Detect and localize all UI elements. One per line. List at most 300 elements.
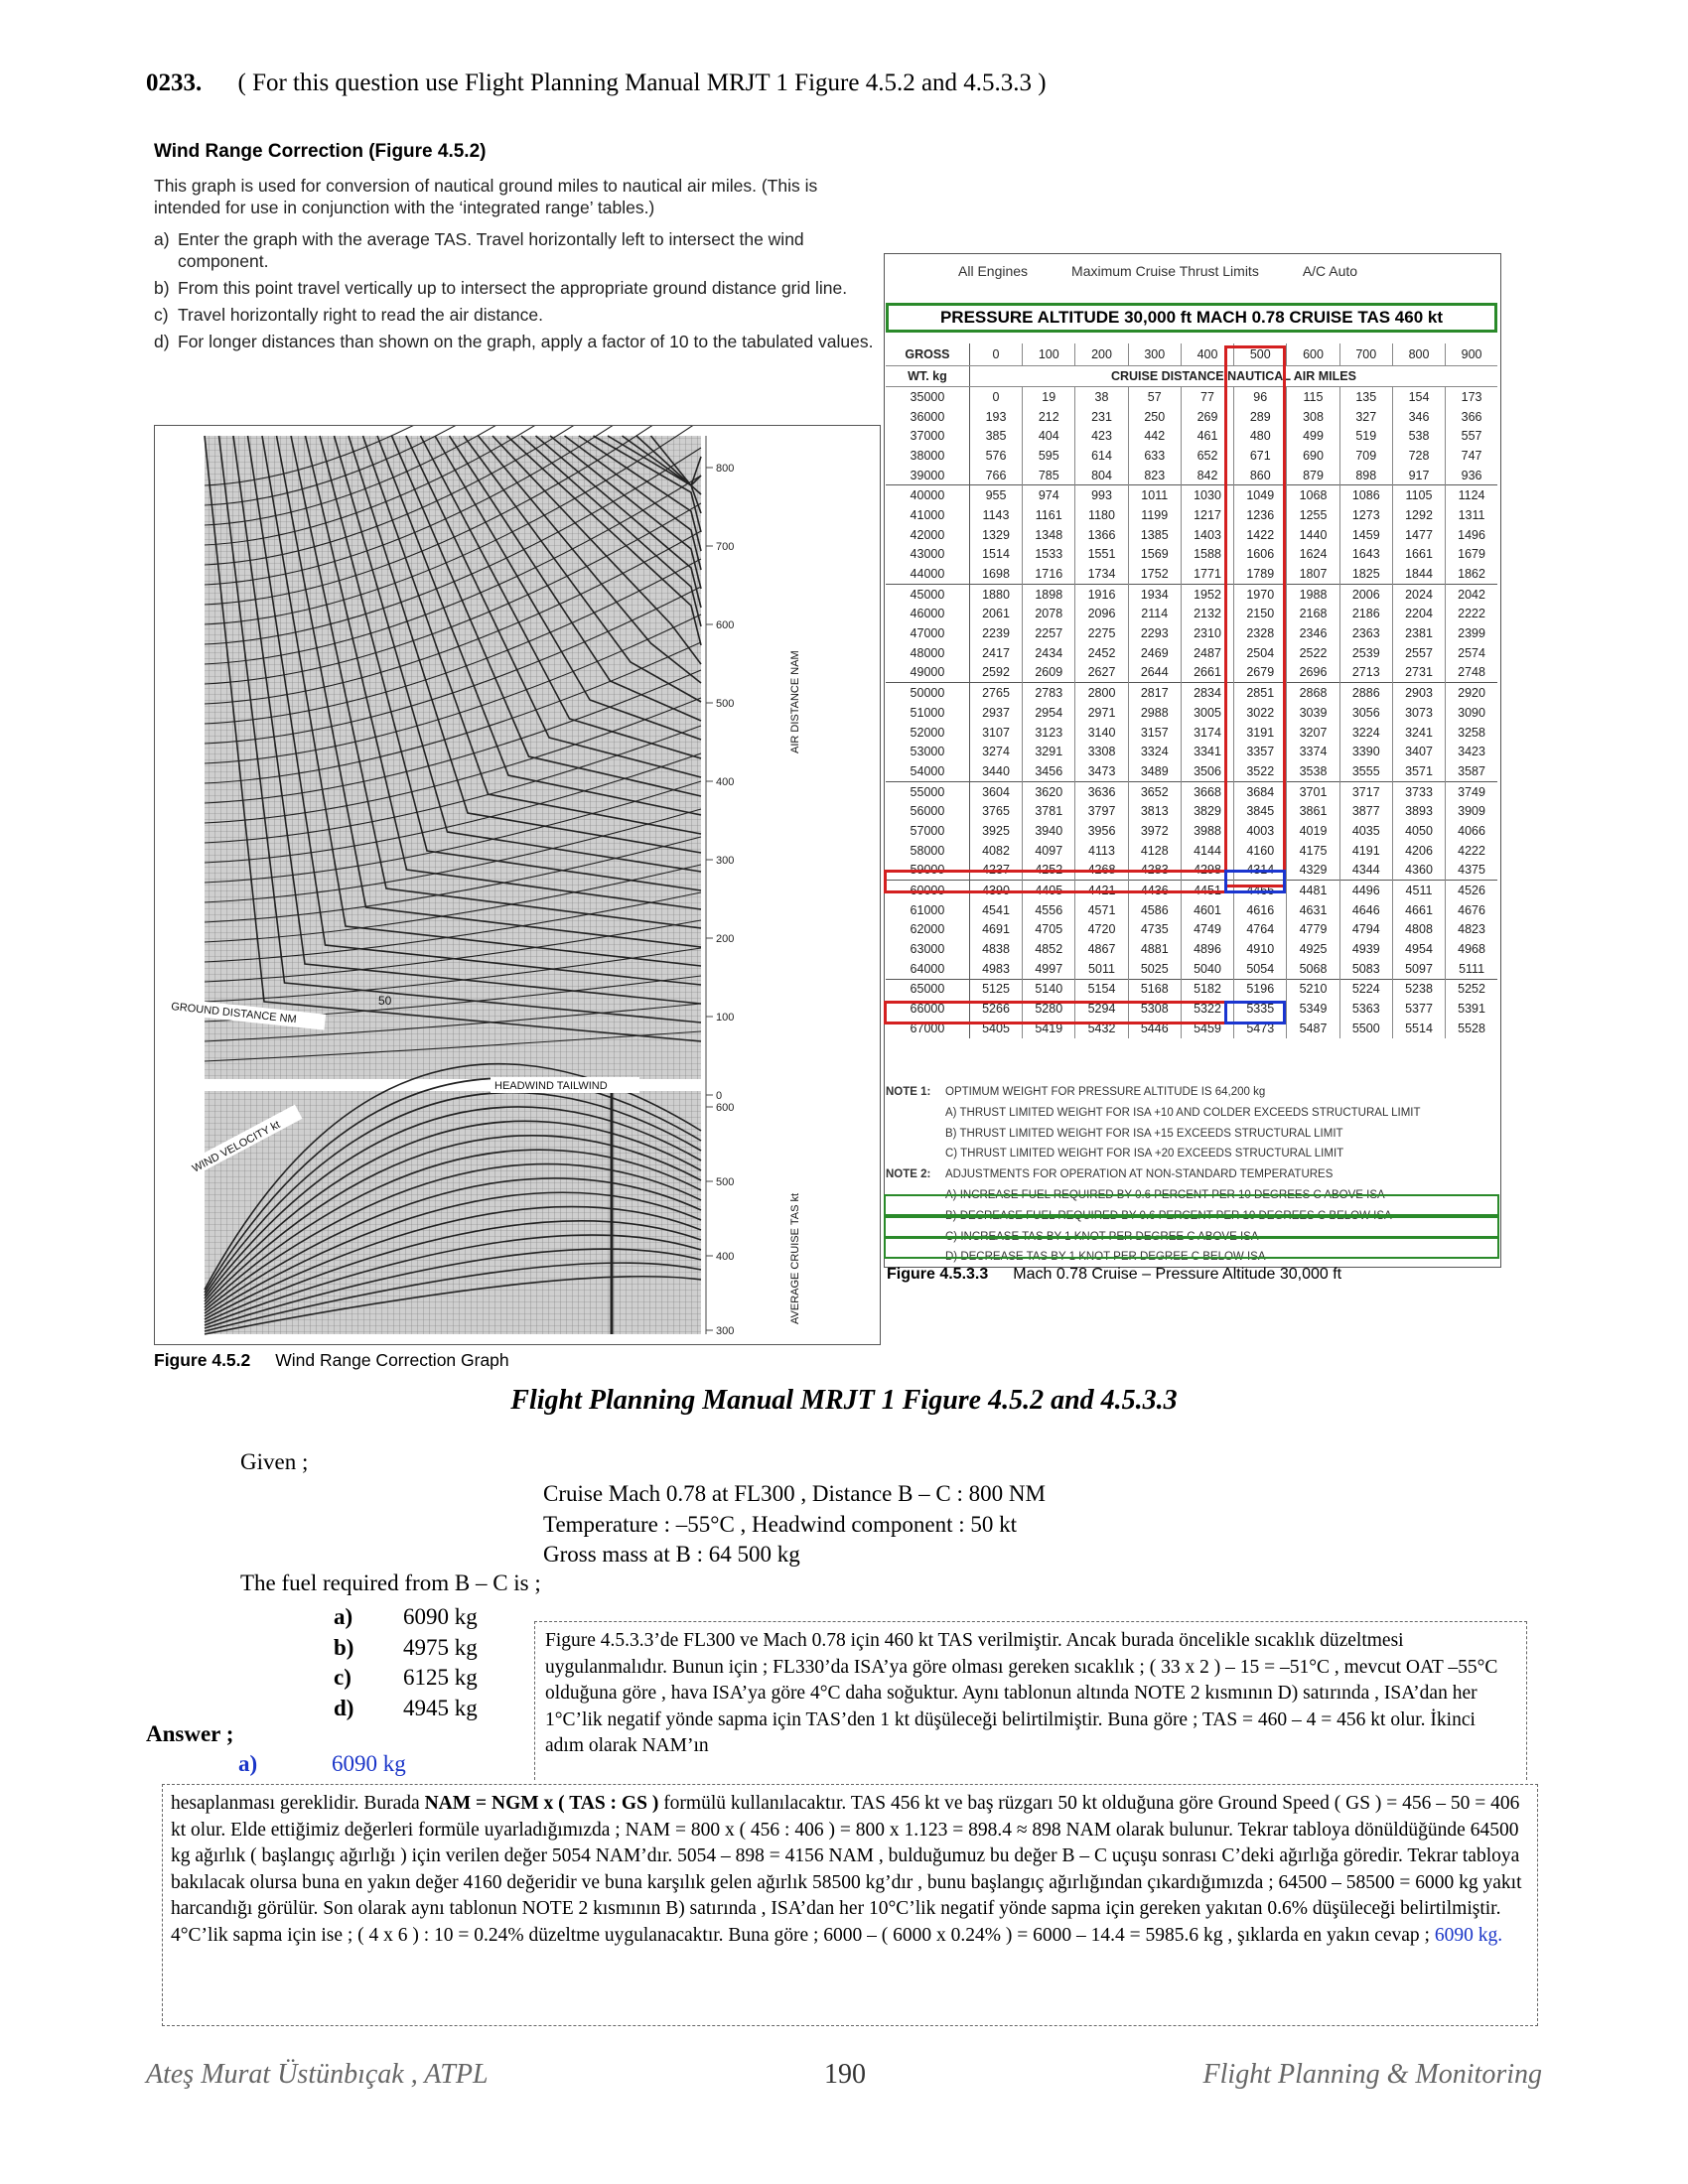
- distance-cell: 5238: [1392, 979, 1445, 999]
- distance-cell: 3308: [1075, 742, 1128, 761]
- distance-cell: 4019: [1287, 821, 1339, 841]
- distance-cell: 1844: [1392, 564, 1445, 584]
- distance-cell: 4390: [969, 881, 1022, 900]
- distance-cell: 1011: [1128, 485, 1181, 505]
- gross-weight-cell: 41000: [886, 505, 969, 525]
- distance-cell: 2132: [1181, 605, 1233, 624]
- distance-cell: 3571: [1392, 761, 1445, 781]
- distance-cell: 576: [969, 446, 1022, 466]
- distance-cell: 4237: [969, 861, 1022, 881]
- distance-cell: 5154: [1075, 979, 1128, 999]
- distance-cell: 1459: [1339, 525, 1392, 545]
- distance-cell: 3684: [1234, 781, 1287, 801]
- distance-cell: 2696: [1287, 663, 1339, 683]
- table-row: [886, 623, 1497, 643]
- answer-label: Answer ;: [146, 1721, 234, 1746]
- distance-cell: 3522: [1234, 761, 1287, 781]
- distance-cell: 4631: [1287, 900, 1339, 920]
- lower-axis-tick: 300: [716, 1325, 735, 1337]
- distance-cell: 3123: [1023, 723, 1075, 743]
- distance-cell: 2487: [1181, 643, 1233, 663]
- upper-axis-tick: 600: [716, 619, 735, 631]
- upper-axis-tick: 400: [716, 776, 735, 788]
- distance-cell: 898: [1339, 466, 1392, 485]
- table-row: [886, 426, 1497, 446]
- distance-cell: 1862: [1446, 564, 1497, 584]
- upper-axis-tick: 200: [716, 933, 735, 945]
- gross-weight-cell: 46000: [886, 605, 969, 624]
- distance-cell: 2609: [1023, 663, 1075, 683]
- distance-cell: 1496: [1446, 525, 1497, 545]
- distance-cell: 804: [1075, 466, 1128, 485]
- distance-cell: 4954: [1392, 939, 1445, 959]
- distance-cell: 4896: [1181, 939, 1233, 959]
- answer-value: a) 6090 kg: [238, 1751, 406, 1776]
- distance-cell: 1180: [1075, 505, 1128, 525]
- distance-cell: 212: [1023, 407, 1075, 427]
- distance-cell: 1752: [1128, 564, 1181, 584]
- distance-cell: 308: [1287, 407, 1339, 427]
- distance-cell: 1030: [1181, 485, 1233, 505]
- distance-cell: 2539: [1339, 643, 1392, 663]
- distance-cell: 1880: [969, 584, 1022, 604]
- distance-cell: 747: [1446, 446, 1497, 466]
- distance-cell: 3765: [969, 801, 1022, 821]
- distance-cell: 1329: [969, 525, 1022, 545]
- highlight-cell-5054: [1224, 1001, 1286, 1024]
- distance-cell: 2920: [1446, 683, 1497, 703]
- distance-cell: 5125: [969, 979, 1022, 999]
- explanation-box-1: Figure 4.5.3.3’de FL300 ve Mach 0.78 için 460 kt TAS verilmiştir. Ancak burada öncelikle sıcaklık düzeltmesi uygulanmalıdır. Bunun için ; FL330’da ISA’ya göre olması gereken sıcaklık ; ( 33 x 2 ) – 15 = –51°C , mevcut OAT –55°C olduğuna göre , hava ISA’ya göre 4°C daha soğuktur. Aynı tablonun altında NOTE 2 kısmının D) satırında , ISA’dan her 1°C’lik negatif yönde sapma için TAS’den 1 kt düşüleceği belirtilmiştir. Buna göre ; TAS = 460 – 4 = 456 kt olur. İkinci adım olarak NAM’ın: [534, 1621, 1527, 1780]
- distance-cell: 595: [1023, 446, 1075, 466]
- upper-axis-tick: 0: [716, 1090, 723, 1102]
- distance-cell: 2504: [1234, 643, 1287, 663]
- wind-velocity-label: WIND VELOCITY kt: [190, 1118, 283, 1175]
- distance-cell: 3620: [1023, 781, 1075, 801]
- distance-cell: 4526: [1446, 881, 1497, 900]
- distance-cell: 2293: [1128, 623, 1181, 643]
- gross-weight-cell: 35000: [886, 387, 969, 407]
- column-header: 200: [1075, 343, 1128, 366]
- distance-cell: 1124: [1446, 485, 1497, 505]
- distance-cell: 1551: [1075, 545, 1128, 565]
- distance-cell: 3407: [1392, 742, 1445, 761]
- distance-cell: 1068: [1287, 485, 1339, 505]
- distance-cell: 4160: [1234, 841, 1287, 861]
- distance-cell: 4646: [1339, 900, 1392, 920]
- gross-weight-cell: 62000: [886, 920, 969, 940]
- cruise-distance-table: [886, 343, 1497, 1038]
- distance-cell: 4003: [1234, 821, 1287, 841]
- distance-cell: 3473: [1075, 761, 1128, 781]
- table-row: [886, 643, 1497, 663]
- distance-cell: 4867: [1075, 939, 1128, 959]
- distance-cell: 5210: [1287, 979, 1339, 999]
- distance-cell: 2817: [1128, 683, 1181, 703]
- cruise-distance-subheader: CRUISE DISTANCE NAUTICAL AIR MILES: [969, 366, 1497, 387]
- distance-cell: 4779: [1287, 920, 1339, 940]
- distance-cell: 1533: [1023, 545, 1075, 565]
- distance-cell: 4881: [1128, 939, 1181, 959]
- distance-cell: 1273: [1339, 505, 1392, 525]
- distance-cell: 4481: [1287, 881, 1339, 900]
- distance-cell: 4823: [1446, 920, 1497, 940]
- distance-cell: 993: [1075, 485, 1128, 505]
- distance-cell: 3845: [1234, 801, 1287, 821]
- distance-cell: 2096: [1075, 605, 1128, 624]
- distance-cell: 4586: [1128, 900, 1181, 920]
- gross-weight-cell: 39000: [886, 466, 969, 485]
- option-c: c) 6125 kg: [334, 1665, 478, 1690]
- distance-cell: 2310: [1181, 623, 1233, 643]
- note-line: NOTE 1: OPTIMUM WEIGHT FOR PRESSURE ALTITUDE IS 64,200 kg: [886, 1086, 1266, 1098]
- distance-cell: 4764: [1234, 920, 1287, 940]
- question-number: 0233.: [146, 69, 203, 96]
- distance-cell: 3701: [1287, 781, 1339, 801]
- distance-cell: 4360: [1392, 861, 1445, 881]
- distance-cell: 461: [1181, 426, 1233, 446]
- note-line: C) THRUST LIMITED WEIGHT FOR ISA +20 EXCEEDS STRUCTURAL LIMIT: [945, 1148, 1344, 1160]
- distance-cell: 1934: [1128, 584, 1181, 604]
- distance-cell: 4541: [969, 900, 1022, 920]
- gross-weight-cell: 50000: [886, 683, 969, 703]
- distance-cell: 4556: [1023, 900, 1075, 920]
- distance-cell: 2150: [1234, 605, 1287, 624]
- distance-cell: 2954: [1023, 703, 1075, 723]
- highlight-note2-b: [884, 1194, 1499, 1216]
- distance-cell: 5405: [969, 1019, 1022, 1038]
- distance-cell: 728: [1392, 446, 1445, 466]
- distance-cell: 2024: [1392, 584, 1445, 604]
- distance-cell: 2574: [1446, 643, 1497, 663]
- distance-cell: 3224: [1339, 723, 1392, 743]
- distance-cell: 5294: [1075, 999, 1128, 1019]
- distance-cell: 5083: [1339, 959, 1392, 979]
- distance-cell: 4252: [1023, 861, 1075, 881]
- distance-cell: 2644: [1128, 663, 1181, 683]
- highlight-row-64000: [884, 1001, 1227, 1024]
- distance-cell: 4283: [1128, 861, 1181, 881]
- distance-cell: 3140: [1075, 723, 1128, 743]
- table-row: [886, 703, 1497, 723]
- distance-cell: 1771: [1181, 564, 1233, 584]
- distance-cell: 2937: [969, 703, 1022, 723]
- distance-cell: 5308: [1128, 999, 1181, 1019]
- table-row: [886, 505, 1497, 525]
- distance-cell: 4735: [1128, 920, 1181, 940]
- distance-cell: 1952: [1181, 584, 1233, 604]
- distance-cell: 4375: [1446, 861, 1497, 881]
- distance-cell: 3797: [1075, 801, 1128, 821]
- distance-cell: 3056: [1339, 703, 1392, 723]
- distance-cell: 2257: [1023, 623, 1075, 643]
- distance-cell: 385: [969, 426, 1022, 446]
- distance-cell: 5363: [1339, 999, 1392, 1019]
- distance-cell: 96: [1234, 387, 1287, 407]
- table-row: [886, 387, 1497, 407]
- distance-cell: 860: [1234, 466, 1287, 485]
- distance-cell: 3972: [1128, 821, 1181, 841]
- distance-cell: 5068: [1287, 959, 1339, 979]
- distance-cell: 2399: [1446, 623, 1497, 643]
- distance-cell: 3157: [1128, 723, 1181, 743]
- table-row: [886, 821, 1497, 841]
- distance-cell: 4939: [1339, 939, 1392, 959]
- main-caption: Flight Planning Manual MRJT 1 Figure 4.5.2 and 4.5.3.3: [510, 1385, 1178, 1416]
- highlight-note2-d: [884, 1237, 1499, 1259]
- table-row: [886, 761, 1497, 781]
- distance-cell: 2363: [1339, 623, 1392, 643]
- distance-cell: 1348: [1023, 525, 1075, 545]
- distance-cell: 5487: [1287, 1019, 1339, 1038]
- distance-cell: 2522: [1287, 643, 1339, 663]
- distance-cell: 2713: [1339, 663, 1392, 683]
- distance-cell: 5377: [1392, 999, 1445, 1019]
- table-row: [886, 407, 1497, 427]
- gross-weight-cell: 61000: [886, 900, 969, 920]
- distance-cell: 3877: [1339, 801, 1392, 821]
- distance-cell: 4571: [1075, 900, 1128, 920]
- table-row: [886, 742, 1497, 761]
- distance-cell: 1292: [1392, 505, 1445, 525]
- distance-cell: 3604: [969, 781, 1022, 801]
- distance-cell: 4421: [1075, 881, 1128, 900]
- column-header: 800: [1392, 343, 1445, 366]
- lower-axis-tick: 500: [716, 1176, 735, 1188]
- gross-weight-cell: 57000: [886, 821, 969, 841]
- table-row: [886, 979, 1497, 999]
- wind-range-graph: [154, 425, 881, 1345]
- distance-cell: 2434: [1023, 643, 1075, 663]
- distance-cell: 366: [1446, 407, 1497, 427]
- distance-cell: 974: [1023, 485, 1075, 505]
- distance-cell: 2204: [1392, 605, 1445, 624]
- distance-cell: 3909: [1446, 801, 1497, 821]
- gross-weight-cell: 59000: [886, 861, 969, 881]
- distance-cell: 2765: [969, 683, 1022, 703]
- distance-cell: 557: [1446, 426, 1497, 446]
- distance-cell: 2006: [1339, 584, 1392, 604]
- table-row: [886, 939, 1497, 959]
- distance-cell: 4113: [1075, 841, 1128, 861]
- note-line: B) THRUST LIMITED WEIGHT FOR ISA +15 EXCEEDS STRUCTURAL LIMIT: [945, 1127, 1343, 1140]
- distance-cell: 2275: [1075, 623, 1128, 643]
- distance-cell: 4050: [1392, 821, 1445, 841]
- distance-cell: 1049: [1234, 485, 1287, 505]
- column-header: 900: [1446, 343, 1497, 366]
- distance-cell: 231: [1075, 407, 1128, 427]
- distance-cell: 2800: [1075, 683, 1128, 703]
- distance-cell: 4676: [1446, 900, 1497, 920]
- distance-cell: 2328: [1234, 623, 1287, 643]
- answer-options: [334, 1602, 478, 1723]
- distance-cell: 2748: [1446, 663, 1497, 683]
- distance-cell: 4314: [1234, 861, 1287, 881]
- highlight-note2-c: [884, 1216, 1499, 1238]
- distance-cell: 1199: [1128, 505, 1181, 525]
- gross-weight-cell: 42000: [886, 525, 969, 545]
- distance-cell: 3324: [1128, 742, 1181, 761]
- distance-cell: 2557: [1392, 643, 1445, 663]
- distance-cell: 3813: [1128, 801, 1181, 821]
- distance-cell: 3005: [1181, 703, 1233, 723]
- distance-cell: 289: [1234, 407, 1287, 427]
- distance-cell: 955: [969, 485, 1022, 505]
- distance-cell: 709: [1339, 446, 1392, 466]
- gross-weight-cell: 54000: [886, 761, 969, 781]
- wind-range-steps: [154, 228, 874, 357]
- distance-cell: 4997: [1023, 959, 1075, 979]
- distance-cell: 4691: [969, 920, 1022, 940]
- distance-cell: 2988: [1128, 703, 1181, 723]
- distance-cell: 1255: [1287, 505, 1339, 525]
- page-number: 190: [824, 2059, 866, 2090]
- column-header: 0: [969, 343, 1022, 366]
- table-row: [886, 920, 1497, 940]
- gross-weight-cell: 58000: [886, 841, 969, 861]
- table-banner: PRESSURE ALTITUDE 30,000 ft MACH 0.78 CRUISE TAS 460 kt: [886, 303, 1497, 333]
- table-row: [886, 545, 1497, 565]
- distance-cell: 4066: [1446, 821, 1497, 841]
- distance-cell: 499: [1287, 426, 1339, 446]
- distance-cell: 2851: [1234, 683, 1287, 703]
- distance-cell: 3440: [969, 761, 1022, 781]
- distance-cell: 57: [1128, 387, 1181, 407]
- distance-cell: 3652: [1128, 781, 1181, 801]
- footer-author: Ateş Murat Üstünbıçak , ATPL: [146, 2059, 489, 2090]
- distance-cell: 2452: [1075, 643, 1128, 663]
- question-header: [146, 69, 1047, 97]
- headwind-tailwind-label: HEADWIND TAILWIND: [494, 1080, 608, 1092]
- distance-cell: 2971: [1075, 703, 1128, 723]
- distance-cell: 5224: [1339, 979, 1392, 999]
- distance-cell: 3893: [1392, 801, 1445, 821]
- distance-cell: 652: [1181, 446, 1233, 466]
- distance-cell: 173: [1446, 387, 1497, 407]
- lower-axis-tick: 600: [716, 1102, 735, 1114]
- gross-weight-cell: 47000: [886, 623, 969, 643]
- distance-cell: 1311: [1446, 505, 1497, 525]
- distance-cell: 4852: [1023, 939, 1075, 959]
- distance-cell: 3733: [1392, 781, 1445, 801]
- distance-cell: 5011: [1075, 959, 1128, 979]
- note-line: D) DECREASE TAS BY 1 KNOT PER DEGREE C BELOW ISA: [945, 1251, 1266, 1264]
- question-instruction: ( For this question use Flight Planning Manual MRJT 1 Figure 4.5.2 and 4.5.3.3 ): [237, 69, 1047, 96]
- distance-cell: 5500: [1339, 1019, 1392, 1038]
- distance-cell: 3090: [1446, 703, 1497, 723]
- distance-cell: 5349: [1287, 999, 1339, 1019]
- highlight-cell-4160: [1224, 870, 1286, 893]
- distance-cell: 1916: [1075, 584, 1128, 604]
- lower-axis-tick: 400: [716, 1251, 735, 1263]
- gross-header: GROSS: [886, 343, 969, 366]
- distance-cell: 5446: [1128, 1019, 1181, 1038]
- gross-weight-cell: 43000: [886, 545, 969, 565]
- explanation-box-2: hesaplanması gereklidir. Burada NAM = NGM x ( TAS : GS ) formülü kullanılacaktır. TAS 456 kt ve baş rüzgarı 50 kt olduğuna göre Ground Speed ( GS ) = 456 – 50 = 406 kt olur. Elde ettiğimiz değerleri formüle uyarladığımızda ; NAM = 800 x ( 456 : 406 ) = 800 x 1.123 = 898.4 ≈ 898 NAM olarak bulunur. Tekrar tabloya dönüldüğünde 64500 kg ağırlık ( başlangıç ağırlığı ) için verilen değer 5054 NAM’dır. 5054 – 898 = 4156 NAM , bulduğumuz bu değer B – C uçuşu sonrası C’deki ağırlığa göredir. Tekrar tabloya bakılacak olursa buna en yakın değer 4160 değeridir ve buna karşılık gelen ağırlık 58500 kg’dır , bunu başlangıç ağırlığından çıkardığımızda ; 64500 – 58500 = 6000 kg yakıt harcandığı görülür. Son olarak aynı tablonun NOTE 2 kısmının B) satırında , ISA’dan her 10°C’lik negatif yönde sapma için gereken yakıtan 0.6% düşüleceği belirtilmiştir. 4°C’lik sapma için ise ; ( 4 x 6 ) : 10 = 0.24% düzeltme uygulanacaktır. Buna göre ; 6000 – ( 6000 x 0.24% ) = 6000 – 14.4 = 5985.6 kg , şıklarda en yakın cevap ; 6090 kg.: [162, 1784, 1538, 2026]
- distance-cell: 823: [1128, 466, 1181, 485]
- gross-weight-cell: 65000: [886, 979, 969, 999]
- gross-weight-cell: 67000: [886, 1019, 969, 1038]
- table-row: [886, 605, 1497, 624]
- distance-cell: 1679: [1446, 545, 1497, 565]
- distance-cell: 4661: [1392, 900, 1445, 920]
- table-row: [886, 466, 1497, 485]
- distance-cell: 3940: [1023, 821, 1075, 841]
- distance-cell: 2469: [1128, 643, 1181, 663]
- distance-cell: 2239: [969, 623, 1022, 643]
- option-a: a) 6090 kg: [334, 1604, 478, 1629]
- distance-cell: 1569: [1128, 545, 1181, 565]
- distance-cell: 3506: [1181, 761, 1233, 781]
- distance-cell: 2834: [1181, 683, 1233, 703]
- distance-cell: 2592: [969, 663, 1022, 683]
- distance-cell: 5168: [1128, 979, 1181, 999]
- distance-cell: 1422: [1234, 525, 1287, 545]
- gross-weight-cell: 63000: [886, 939, 969, 959]
- distance-cell: 4496: [1339, 881, 1392, 900]
- distance-cell: 5514: [1392, 1019, 1445, 1038]
- distance-cell: 404: [1023, 426, 1075, 446]
- distance-cell: 2381: [1392, 623, 1445, 643]
- table-row: [886, 683, 1497, 703]
- distance-cell: 1825: [1339, 564, 1392, 584]
- column-header: 100: [1023, 343, 1075, 366]
- distance-cell: 2868: [1287, 683, 1339, 703]
- distance-cell: 2417: [969, 643, 1022, 663]
- distance-cell: 3749: [1446, 781, 1497, 801]
- distance-cell: 1606: [1234, 545, 1287, 565]
- upper-axis-tick: 500: [716, 698, 735, 710]
- gross-weight-cell: 40000: [886, 485, 969, 505]
- gross-weight-cell: 37000: [886, 426, 969, 446]
- upper-axis-tick: 700: [716, 541, 735, 553]
- distance-cell: 3555: [1339, 761, 1392, 781]
- distance-cell: 1807: [1287, 564, 1339, 584]
- distance-cell: 3636: [1075, 781, 1128, 801]
- step-item: b) From this point travel vertically up to intersect the appropriate ground distance grid line.: [154, 278, 848, 298]
- table-row: [886, 564, 1497, 584]
- distance-cell: 1988: [1287, 584, 1339, 604]
- distance-cell: 3988: [1181, 821, 1233, 841]
- distance-cell: 633: [1128, 446, 1181, 466]
- distance-cell: 785: [1023, 466, 1075, 485]
- distance-cell: 936: [1446, 466, 1497, 485]
- table-row: [886, 525, 1497, 545]
- distance-cell: 1217: [1181, 505, 1233, 525]
- column-header: 600: [1287, 343, 1339, 366]
- highlight-column-500: [1224, 345, 1286, 887]
- distance-cell: 917: [1392, 466, 1445, 485]
- distance-cell: 4436: [1128, 881, 1181, 900]
- distance-cell: 3925: [969, 821, 1022, 841]
- column-header: 500: [1234, 343, 1287, 366]
- note-line: A) THRUST LIMITED WEIGHT FOR ISA +10 AND COLDER EXCEEDS STRUCTURAL LIMIT: [945, 1106, 1421, 1119]
- gross-weight-cell: 52000: [886, 723, 969, 743]
- distance-cell: 538: [1392, 426, 1445, 446]
- given-lines: Cruise Mach 0.78 at FL300 , Distance B – C : 800 NM Temperature : –55°C , Headwind component : 50 kt Gross mass at B : 64 500 kg: [543, 1481, 1046, 1567]
- distance-cell: 5182: [1181, 979, 1233, 999]
- gross-weight-cell: 60000: [886, 881, 969, 900]
- distance-cell: 1734: [1075, 564, 1128, 584]
- wind-range-intro: This graph is used for conversion of nautical ground miles to nautical air miles. (This is intended for use in conjunction with the ‘integrated range’ tables.): [154, 176, 818, 217]
- table-header-notes: All Engines Maximum Cruise Thrust Limits A/C Auto: [958, 263, 1358, 279]
- gross-weight-cell: 56000: [886, 801, 969, 821]
- wind-range-title: Wind Range Correction (Figure 4.5.2): [154, 141, 487, 162]
- distance-cell: 5459: [1181, 1019, 1233, 1038]
- distance-cell: 1161: [1023, 505, 1075, 525]
- distance-cell: 879: [1287, 466, 1339, 485]
- distance-cell: 3829: [1181, 801, 1233, 821]
